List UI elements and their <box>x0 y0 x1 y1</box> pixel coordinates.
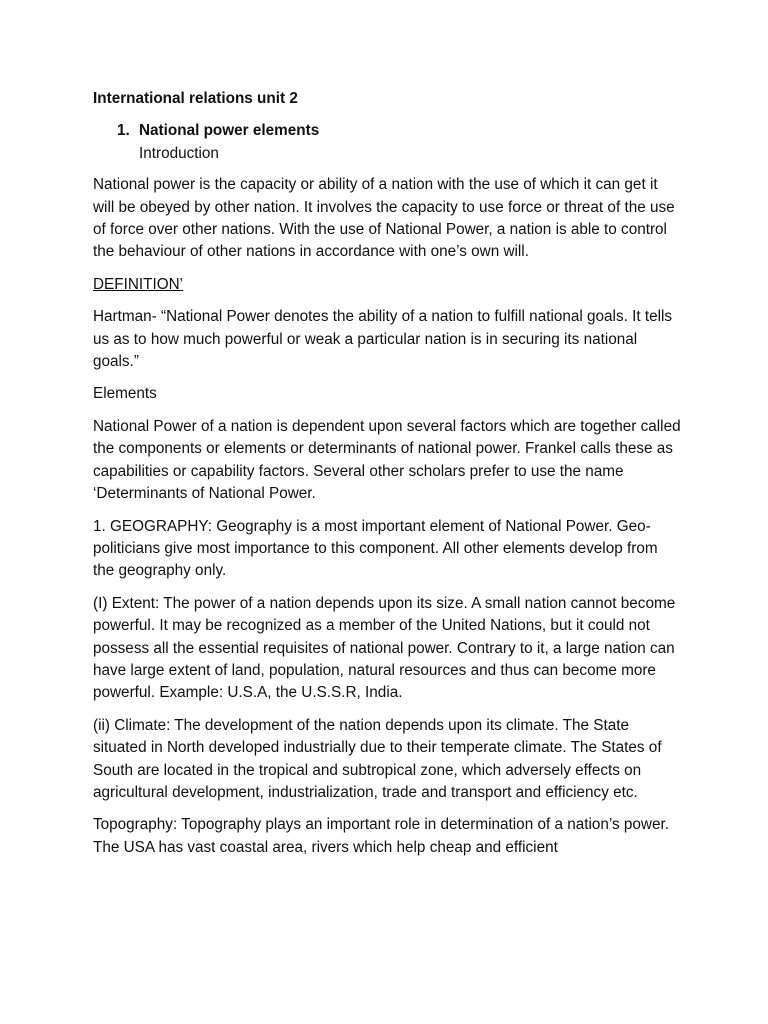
paragraph-extent: (I) Extent: The power of a nation depends upon its size. A small nation cannot become powerful. It may be recognized as a member of the United Nations, but it could not possess all the essential requisites of national power. Contrary to it, a large nation can have large extent of land, population, natural resources and thus can become more powerful. Example: U.S.A, the U.S.S.R, India. <box>93 594 676 702</box>
section-subheading: Introduction <box>139 144 219 162</box>
elements-heading: Elements <box>93 385 157 403</box>
section-heading: National power elements <box>139 122 320 140</box>
document-title: International relations unit 2 <box>93 90 298 107</box>
paragraph-hartman-quote: Hartman- “National Power denotes the ability of a nation to fulfill national goals. It tells us as to how much powerful or weak a particular nation is in securing its national goals.” <box>93 308 673 371</box>
paragraph-national-power: National power is the capacity or ability of a nation with the use of which it can get it will be obeyed by other nation. It involves the capacity to use force or threat of the use of force over other nations. With the use of National Power, a nation is able to control the behaviour of other nations in accordance with one’s own will. <box>93 176 675 261</box>
paragraph-topography: Topography: Topography plays an important role in determination of a nation’s power. The USA has vast coastal area, rivers which help cheap and efficient <box>93 816 669 856</box>
paragraph-geography: 1. GEOGRAPHY: Geography is a most important element of National Power. Geo-politicians give most importance to this component. All other elements develop from the geography only. <box>93 517 658 580</box>
paragraph-climate: (ii) Climate: The development of the nation depends upon its climate. The State situated in North developed industrially due to their temperate climate. The States of South are located in the tropical and subtropical zone, which adversely effects on agricultural development, industrialization, trade and transport and efficiency etc. <box>93 716 662 801</box>
section-number: 1. <box>117 122 130 140</box>
numbered-section-heading <box>93 120 683 165</box>
paragraph-elements: National Power of a nation is dependent upon several factors which are together called the components or elements or determinants of national power. Frankel calls these as capabilities or capability factors. Several other scholars prefer to use the name ‘Determinants of National Power. <box>93 417 681 503</box>
definition-heading: DEFINITION’ <box>93 275 184 293</box>
document-body <box>93 88 683 869</box>
